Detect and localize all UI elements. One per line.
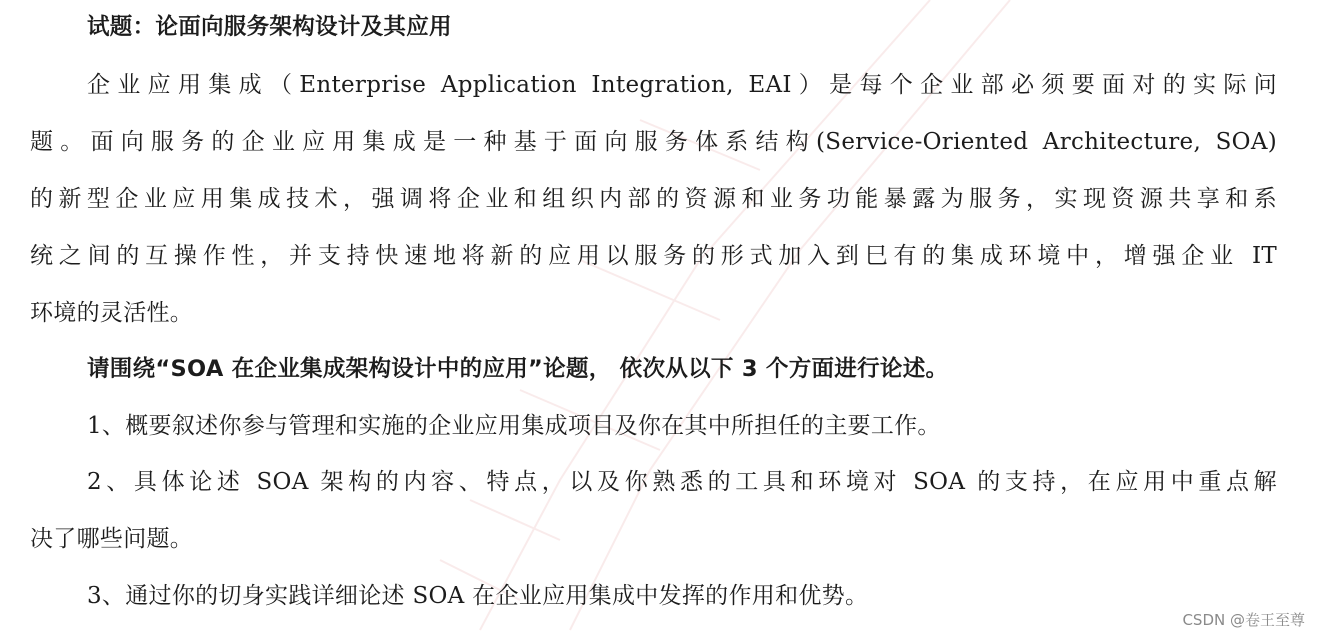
paragraph-line-4: 统之间的互操作性，并支持快速地将新的应用以服务的形式加入到巳有的集成环境中，增强企业 IT — [30, 243, 1277, 269]
item-2: 2、具体论述 SOA 架构的内容、特点，以及你熟悉的工具和环境对 SOA 的支持，在应用中重点解 — [87, 469, 1277, 495]
paragraph-line-5: 环境的灵活性。 — [30, 300, 194, 326]
requirement-line: 请围绕“SOA 在企业集成架构设计中的应用”论题， 依次从以下 3 个方面进行论述。 — [87, 356, 949, 382]
item-1: 1、概要叙述你参与管理和实施的企业应用集成项目及你在其中所担任的主要工作。 — [87, 413, 941, 439]
stamp-stroke-3 — [520, 120, 760, 450]
paragraph-line-2: 题。面向服务的企业应用集成是一种基于面向服务体系结构(Service-Oriented Architecture, SOA) — [30, 129, 1277, 155]
paragraph-line-3: 的新型企业应用集成技术，强调将企业和组织内部的资源和业务功能暴露为服务，实现资源共享和系 — [30, 186, 1277, 212]
csdn-watermark: CSDN @卷王至尊 — [1182, 611, 1305, 629]
document-title: 试题：论面向服务架构设计及其应用 — [87, 14, 452, 40]
paragraph-line-1: 企业应用集成（Enterprise Application Integration, EAI）是每个企业部必须要面对的实际问 — [87, 72, 1277, 98]
item-3: 3、通过你的切身实践详细论述 SOA 在企业应用集成中发挥的作用和优势。 — [87, 583, 869, 609]
item-2-continued: 决了哪些问题。 — [30, 526, 194, 552]
